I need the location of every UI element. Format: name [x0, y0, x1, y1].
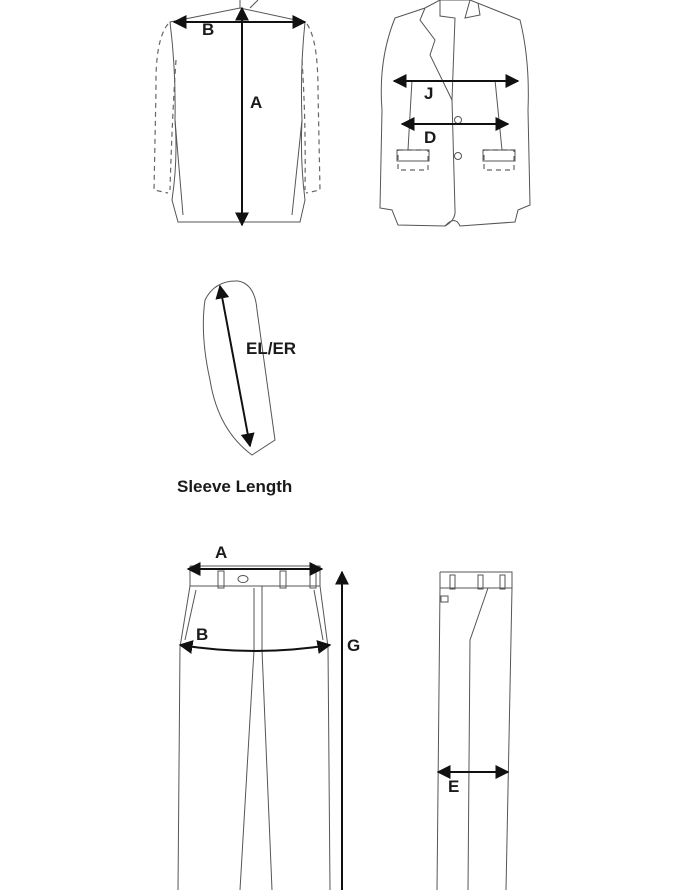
sleeve-caption: Sleeve Length	[177, 477, 293, 496]
jacket-front-view	[380, 0, 530, 226]
hem-label: E	[448, 777, 460, 796]
pants-waist-label: A	[215, 543, 228, 562]
pants-length-label: G	[347, 636, 361, 655]
sleeve-label: EL/ER	[246, 339, 297, 358]
pants-hip-label: B	[196, 625, 209, 644]
back-width-label: B	[202, 20, 215, 39]
pants-front-view	[178, 543, 360, 890]
sleeve-length-arrow	[220, 286, 250, 446]
sleeve-view	[177, 281, 296, 496]
back-length-label: A	[250, 93, 263, 112]
chest-label: J	[424, 84, 434, 103]
jacket-back-view	[154, 0, 320, 225]
pants-side-view	[437, 572, 512, 890]
waist-label: D	[424, 128, 437, 147]
pants-hip-arrow	[180, 645, 330, 651]
